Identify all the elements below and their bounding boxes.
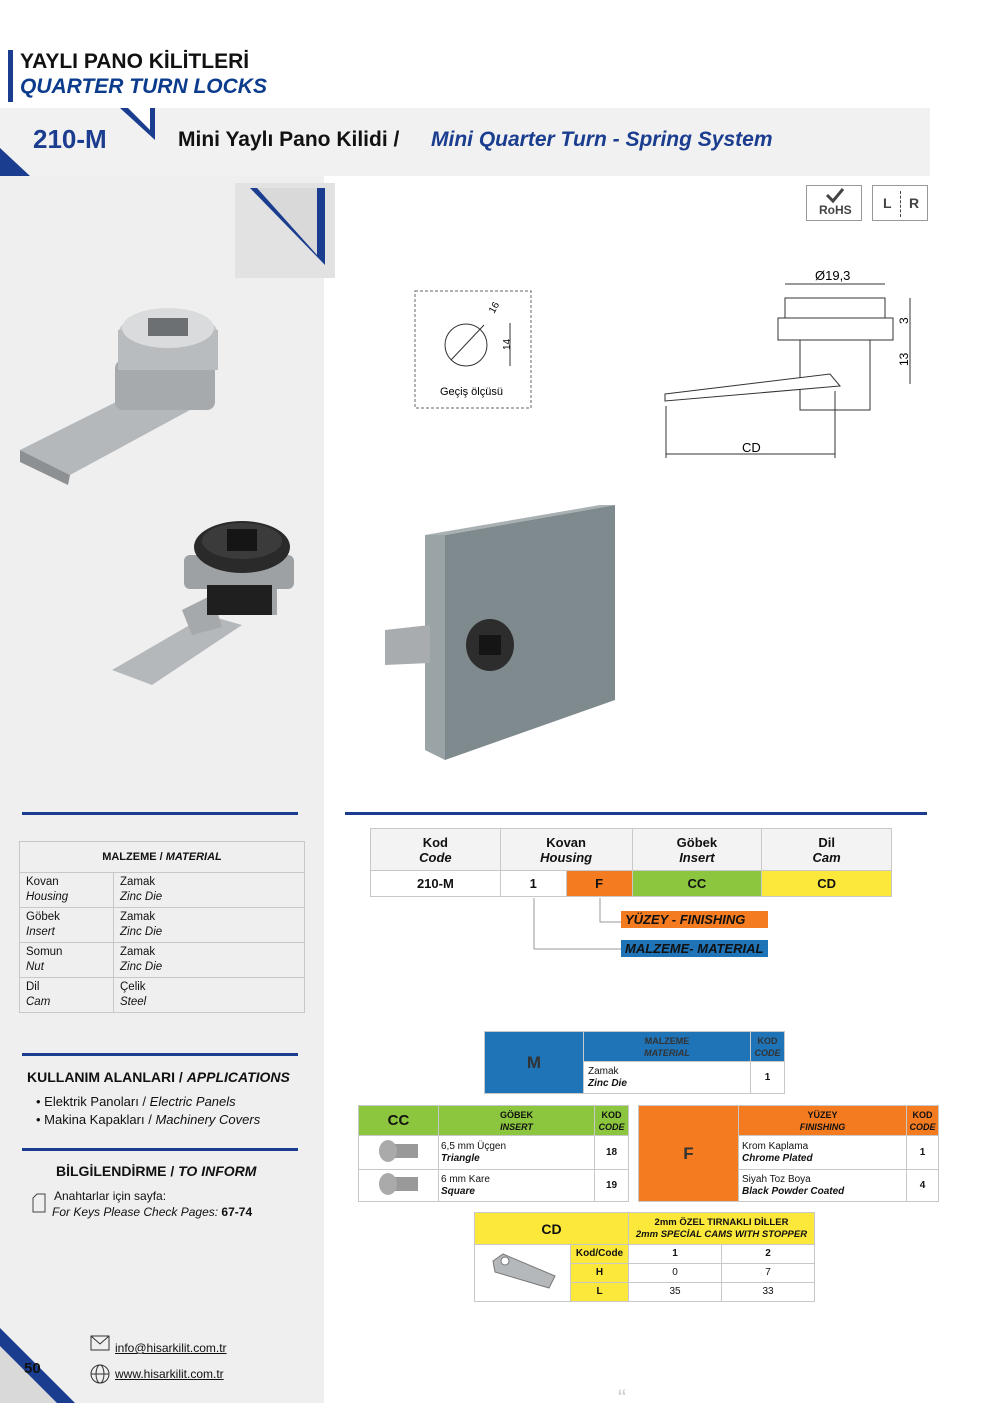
cd-table: CD 2mm ÖZEL TIRNAKLI DİLLER 2mm SPECİAL CAMS WITH STOPPER Kod/Code 1 2 H 0 7 L 35 33	[474, 1212, 815, 1302]
housing-cell: 1	[500, 871, 566, 897]
material-table-title: MALZEME / MATERIAL	[20, 842, 305, 873]
lock-chrome-photo	[20, 300, 240, 490]
table-row: Göbek Insert Zamak Zinc Die	[20, 908, 305, 943]
table-row: Siyah Toz Boya Black Powder Coated 4	[639, 1170, 939, 1202]
panel-mounted-photo	[385, 505, 625, 765]
inform-title: BİLGİLENDİRME / TO INFORM	[56, 1163, 257, 1179]
divider-left	[22, 812, 298, 815]
cam-cell: CD	[762, 871, 892, 897]
rohs-badge: RoHS	[806, 185, 862, 221]
finishing-tag: YÜZEY - FINISHING	[621, 911, 768, 928]
dim-diameter: Ø19,3	[815, 268, 851, 283]
cutout-label: Geçiş ölçüsü	[440, 386, 503, 398]
applications-title: KULLANIM ALANLARI / APPLICATIONS	[27, 1069, 290, 1085]
divider-right	[345, 812, 927, 815]
cam-stopper-icon	[483, 1246, 563, 1296]
inform-line2: For Keys Please Check Pages: 67-74	[52, 1205, 253, 1219]
lock-black-photo	[112, 515, 302, 695]
email-link[interactable]: info@hisarkilit.com.tr	[115, 1341, 227, 1355]
section-title-en: QUARTER TURN LOCKS	[20, 75, 267, 98]
divider-applications	[22, 1053, 298, 1056]
cutout-dim-16: 16	[487, 300, 503, 316]
product-name-tr: Mini Yaylı Pano Kilidi /	[178, 128, 400, 151]
triangle-insert-icon	[374, 1138, 424, 1164]
globe-icon	[90, 1364, 110, 1384]
material-tag: MALZEME- MATERIAL	[621, 940, 768, 957]
square-insert-icon	[374, 1171, 424, 1197]
code-cell: 210-M	[371, 871, 501, 897]
product-name-en: Mini Quarter Turn - Spring System	[431, 128, 773, 151]
f-table: F YÜZEY FINISHING KOD CODE Krom Kaplama Chrome Plated 1 Siyah Toz Boya Black Powder Coated 4	[638, 1105, 939, 1202]
insert-cell: CC	[632, 871, 762, 897]
inform-line1: Anahtarlar için sayfa:	[54, 1189, 167, 1203]
title-accent-bar	[8, 50, 13, 102]
table-row: Dil Cam Çelik Steel	[20, 978, 305, 1013]
code-connector-lines	[530, 898, 630, 953]
table-row: Zamak Zinc Die 1	[485, 1062, 785, 1094]
cutout-dim-14: 14	[502, 338, 513, 350]
section-title-tr: YAYLI PANO KİLİTLERİ	[20, 50, 250, 73]
table-row: H 0 7	[475, 1264, 815, 1283]
application-item: • Elektrik Panoları / Electric Panels	[36, 1094, 236, 1109]
dim-cd: CD	[742, 440, 761, 455]
table-row: L 35 33	[475, 1283, 815, 1302]
table-row: Somun Nut Zamak Zinc Die	[20, 943, 305, 978]
mail-icon	[90, 1335, 110, 1351]
dim-3: 3	[897, 317, 911, 324]
divider-inform	[22, 1148, 298, 1151]
side-view-drawing	[660, 266, 920, 461]
table-row: 6,5 mm Üçgen Triangle 18	[359, 1136, 629, 1170]
finish-cell: F	[566, 871, 632, 897]
quote-mark: “	[618, 1385, 626, 1412]
dim-13: 13	[897, 352, 911, 366]
left-right-badge: L R	[872, 185, 928, 221]
table-row: 6 mm Kare Square 19	[359, 1170, 629, 1202]
photo-corner-decoration	[235, 183, 335, 278]
page-number: 50	[24, 1360, 41, 1377]
product-code: 210-M	[33, 124, 107, 154]
code-table: Kod Code Kovan Housing Göbek Insert Dil Cam 210-M 1 F CC CD	[370, 828, 892, 897]
website-link[interactable]: www.hisarkilit.com.tr	[115, 1367, 224, 1381]
cutout-drawing	[414, 290, 532, 410]
material-table	[19, 841, 305, 1013]
application-item: • Makina Kapakları / Machinery Covers	[36, 1112, 261, 1127]
table-row: Kovan Housing Zamak Zinc Die	[20, 873, 305, 908]
cc-table: CC GÖBEK INSERT KOD CODE 6,5 mm Üçgen Triangle 18 6 mm Kare Square 19	[358, 1105, 629, 1202]
m-table: M MALZEME MATERIAL KOD CODE Zamak Zinc Die 1	[484, 1031, 785, 1094]
document-icon	[32, 1193, 46, 1213]
table-row: Krom Kaplama Chrome Plated 1	[639, 1136, 939, 1170]
